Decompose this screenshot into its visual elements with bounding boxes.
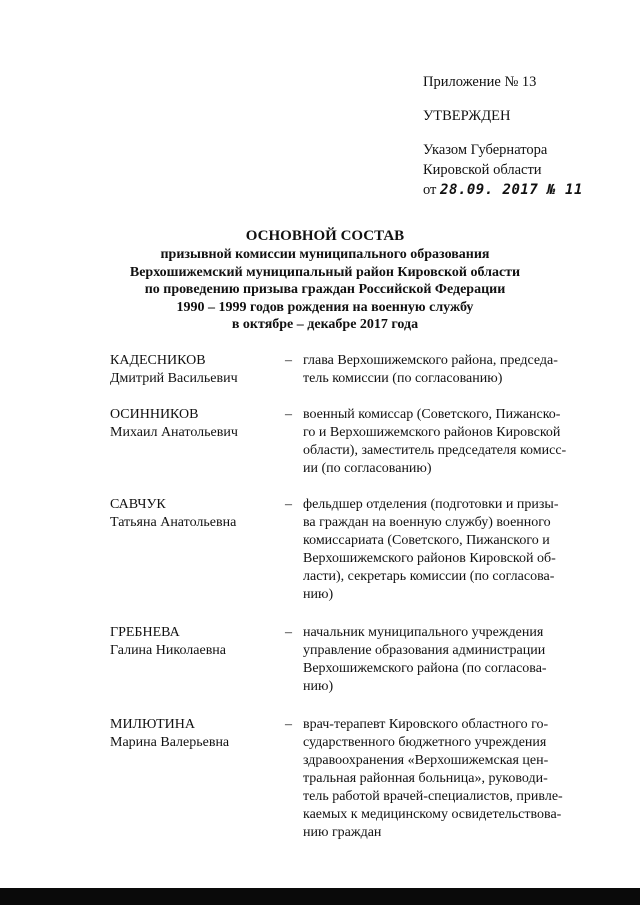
date-prefix: от xyxy=(423,182,437,198)
role-line: тральная районная больница», руководи- xyxy=(303,771,548,786)
member-name xyxy=(110,352,285,388)
role-line: сударственного бюджетного учреждения xyxy=(303,735,547,750)
role-line: го и Верхошижемского районов Кировской xyxy=(303,425,561,440)
handwritten-date: 28.09. 2017 № 11 xyxy=(440,182,583,198)
member-entry xyxy=(110,716,586,842)
member-surname: МИЛЮТИНА xyxy=(110,717,195,732)
member-surname: КАДЕСНИКОВ xyxy=(110,353,206,368)
member-given-names: Галина Николаевна xyxy=(110,643,227,658)
approval-block xyxy=(423,72,623,200)
member-dash: – xyxy=(285,407,292,422)
role-line: начальник муниципального учреждения xyxy=(303,625,544,640)
member-surname: ГРЕБНЕВА xyxy=(110,625,180,640)
appendix-number: Приложение № 13 xyxy=(423,74,537,90)
document-title: ОСНОВНОЙ СОСТАВ xyxy=(245,228,405,244)
role-line: ии (по согласованию) xyxy=(303,461,432,476)
member-dash: – xyxy=(285,717,292,732)
approved-label: УТВЕРЖДЕН xyxy=(423,108,511,124)
role-line: Верхошижемского районов Кировской об- xyxy=(303,551,556,566)
role-line: комиссариата (Советского, Пижанского и xyxy=(303,533,550,548)
scan-bottom-edge xyxy=(0,888,640,905)
member-role xyxy=(303,716,586,842)
member-name xyxy=(110,496,285,604)
role-line: каемых к медицинскому освидетельствова- xyxy=(303,807,562,822)
role-line: нию граждан xyxy=(303,825,382,840)
member-entry xyxy=(110,406,586,478)
member-given-names: Михаил Анатольевич xyxy=(110,425,238,440)
member-given-names: Дмитрий Васильевич xyxy=(110,371,238,386)
member-role xyxy=(303,406,586,478)
decree-line-1: Указом Губернатора xyxy=(423,142,548,158)
role-line: ва граждан на военную службу) военного xyxy=(303,515,551,530)
role-line: нию) xyxy=(303,587,334,602)
title-line-5: в октябре – декабре 2017 года xyxy=(231,317,419,332)
role-line: Верхошижемского района (по согласова- xyxy=(303,661,547,676)
role-line: управление образования администрации xyxy=(303,643,546,658)
decree-line-2: Кировской области xyxy=(423,162,542,178)
members-list xyxy=(110,352,586,842)
member-name xyxy=(110,406,285,478)
title-line-4: 1990 – 1999 годов рождения на военную службу xyxy=(176,299,474,315)
role-line: врач-терапевт Кировского областного го- xyxy=(303,717,549,732)
title-line-2: Верхошижемский муниципальный район Кировской области xyxy=(129,264,521,280)
member-role xyxy=(303,624,586,696)
member-name xyxy=(110,624,285,696)
role-line: тель работой врачей-специалистов, привле- xyxy=(303,789,563,804)
member-entry xyxy=(110,624,586,696)
decree-date-line xyxy=(423,180,623,200)
member-dash: – xyxy=(285,353,292,368)
member-role xyxy=(303,496,586,604)
member-entry xyxy=(110,496,586,604)
member-surname: САВЧУК xyxy=(110,497,166,512)
role-line: здравоохранения «Верхошижемская цен- xyxy=(303,753,549,768)
member-entry xyxy=(110,352,586,388)
document-title-block xyxy=(80,226,570,334)
member-role xyxy=(303,352,586,388)
member-given-names: Татьяна Анатольевна xyxy=(110,515,237,530)
member-given-names: Марина Валерьевна xyxy=(110,735,230,750)
role-line: тель комиссии (по согласованию) xyxy=(303,371,503,386)
member-name xyxy=(110,716,285,842)
role-line: глава Верхошижемского района, председа- xyxy=(303,353,558,368)
role-line: фельдшер отделения (подготовки и призы- xyxy=(303,497,559,512)
role-line: ласти), секретарь комиссии (по согласова- xyxy=(303,569,555,584)
member-dash: – xyxy=(285,625,292,640)
title-line-1: призывной комиссии муниципального образования xyxy=(160,247,490,262)
role-line: нию) xyxy=(303,679,334,694)
title-line-3: по проведению призыва граждан Российской Федерации xyxy=(144,282,506,297)
member-dash: – xyxy=(285,497,292,512)
member-surname: ОСИННИКОВ xyxy=(110,407,199,422)
role-line: военный комиссар (Советского, Пижанско- xyxy=(303,407,561,422)
role-line: области), заместитель председателя комисс- xyxy=(303,443,567,458)
